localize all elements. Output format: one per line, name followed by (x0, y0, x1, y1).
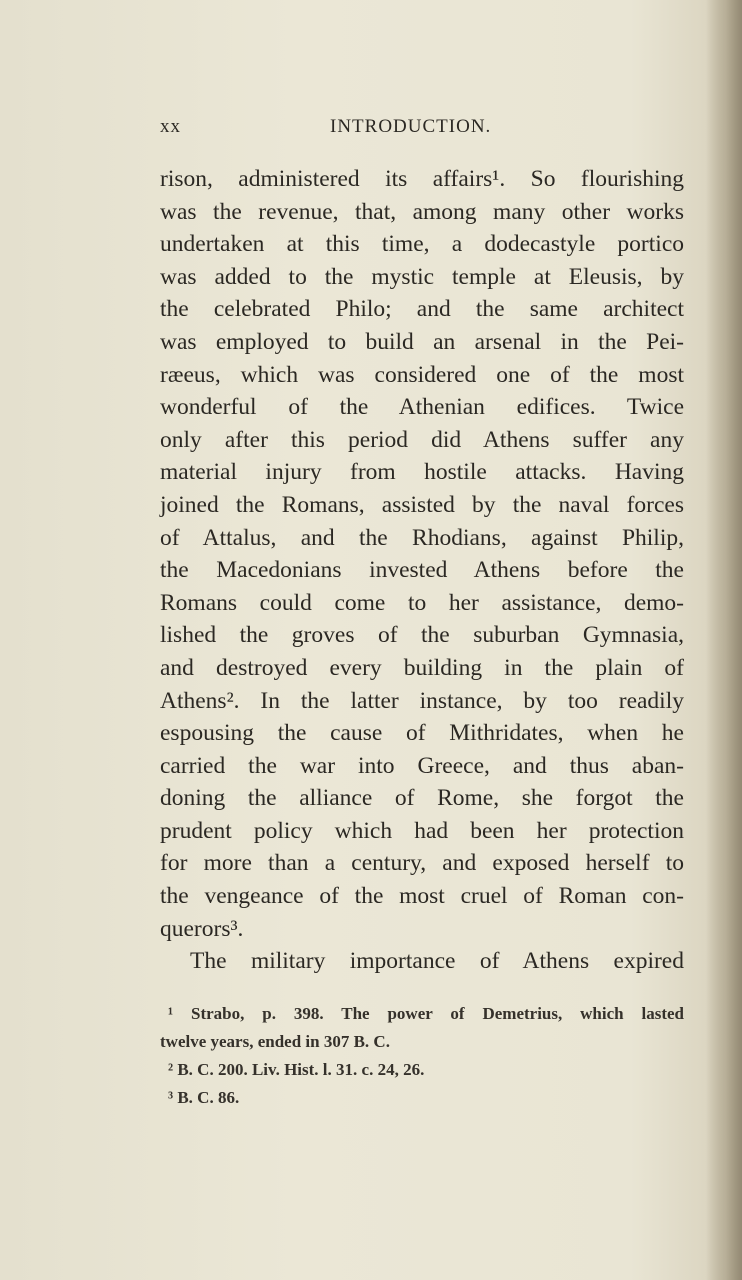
footnote-2: ² B. C. 200. Liv. Hist. l. 31. c. 24, 26. (168, 1060, 425, 1079)
text-line: was added to the mystic temple at Eleusis, by (160, 263, 684, 290)
text-line: The military importance of Athens expired (190, 948, 684, 975)
text-line: of Attalus, and the Rhodians, against Philip, (160, 524, 684, 551)
text-line: for more than a century, and exposed herself to (160, 850, 684, 877)
body-text (160, 163, 684, 978)
text-line: material injury from hostile attacks. Having (160, 459, 684, 486)
text-line: lished the groves of the suburban Gymnasia, (160, 622, 684, 649)
text-line: joined the Romans, assisted by the naval forces (160, 491, 684, 518)
text-line: espousing the cause of Mithridates, when he (160, 720, 684, 747)
text-line: rison, administered its affairs¹. So flourishing (160, 166, 684, 192)
footnote-1: ¹ Strabo, p. 398. The power of Demetrius, which lasted (168, 1004, 684, 1023)
text-line: Romans could come to her assistance, demo- (160, 589, 684, 616)
text-line: was the revenue, that, among many other works (160, 198, 684, 225)
text-line: was employed to build an arsenal in the Pei- (160, 328, 684, 355)
footnotes (160, 1000, 684, 1112)
text-line: querors³. (160, 915, 244, 942)
running-title: INTRODUCTION. (330, 116, 492, 137)
text-line: doning the alliance of Rome, she forgot the (160, 785, 684, 812)
footnote-1-continuation: twelve years, ended in 307 B. C. (160, 1032, 390, 1051)
text-line: prudent policy which had been her protection (160, 817, 684, 844)
text-line: the Macedonians invested Athens before the (160, 557, 684, 584)
page-gutter-shadow (706, 0, 742, 1280)
text-line: the celebrated Philo; and the same architect (160, 296, 684, 323)
text-line: Athens². In the latter instance, by too readily (160, 687, 684, 714)
text-line: the vengeance of the most cruel of Roman con- (160, 883, 684, 910)
footnote-3: ³ B. C. 86. (168, 1088, 240, 1107)
text-line: carried the war into Greece, and thus aban- (160, 752, 684, 779)
text-line: and destroyed every building in the plain of (160, 654, 684, 681)
text-line: wonderful of the Athenian edifices. Twice (160, 394, 684, 421)
page-header (160, 116, 684, 146)
text-line: undertaken at this time, a dodecastyle portico (160, 231, 684, 258)
text-line: ræeus, which was considered one of the most (160, 361, 684, 388)
page-number: xx (160, 116, 181, 137)
text-line: only after this period did Athens suffer any (160, 426, 684, 453)
